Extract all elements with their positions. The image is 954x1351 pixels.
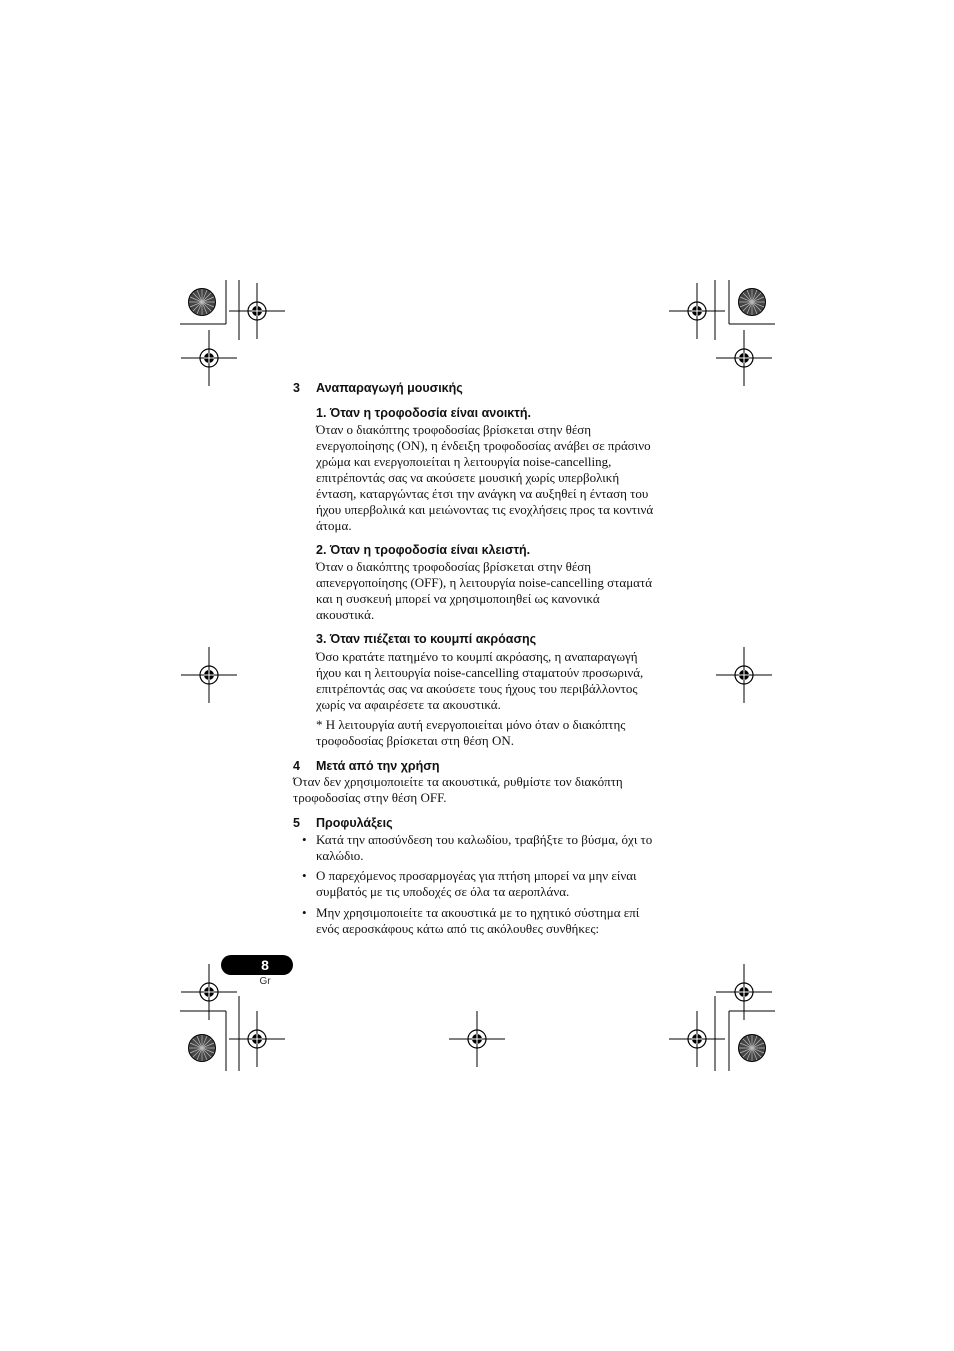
text-line: και η συσκευή μπορεί να χρησιμοποιηθεί ως κανονικά [316, 591, 600, 606]
bullet-item [316, 868, 637, 900]
text-line: Όσο κρατάτε πατημένο το κουμπί ακρόασης, η αναπαραγωγή [316, 649, 638, 664]
bullet-marker: • [302, 832, 307, 847]
subsection-2-title: 2. Όταν η τροφοδοσία είναι κλειστή. [316, 543, 531, 557]
text-line: επιτρέποντάς σας να ακούσετε τους ήχους του περιβάλλοντος [316, 681, 638, 696]
section-3-number: 3 [293, 381, 300, 395]
bullet-item [316, 905, 639, 937]
page-number: 8 [261, 957, 269, 973]
section-5-title: Προφυλάξεις [316, 816, 393, 830]
text-line: τροφοδοσίας βρίσκεται στη θέση ON. [316, 733, 515, 748]
text-line: ενεργοποίησης (ON), η ένδειξη τροφοδοσίας ανάβει σε πράσινο [316, 438, 651, 453]
text-line: Όταν ο διακόπτης τροφοδοσίας βρίσκεται στην θέση [316, 559, 592, 574]
text-line: καλώδιο. [316, 848, 364, 863]
text-line: * Η λειτουργία αυτή ενεργοποιείται μόνο όταν ο διακόπτης [316, 717, 626, 732]
subsection-3-note [316, 717, 625, 749]
bullet-item [316, 832, 652, 864]
text-line: απενεργοποίησης (OFF), η λειτουργία noise-cancelling σταματά [316, 575, 653, 590]
text-line: επιτρέποντάς σας να ακούσετε μουσική χωρίς υπερβολική [316, 470, 620, 485]
text-line: συμβατός με τις υποδοχές σε όλα τα αεροπλάνα. [316, 884, 570, 899]
text-line: χωρίς να αφαιρέσετε τα ακουστικά. [316, 697, 501, 712]
text-line: άτομα. [316, 518, 352, 533]
text-line: ακουστικά. [316, 607, 375, 622]
subsection-3-title: 3. Όταν πιέζεται το κουμπί ακρόασης [316, 632, 537, 646]
subsection-2-text [316, 559, 652, 623]
text-line: ενός αεροσκάφους κάτω από τις ακόλουθες συνθήκες: [316, 921, 600, 936]
text-line: τροφοδοσίας στην θέση OFF. [293, 790, 447, 805]
subsection-1-text [316, 422, 653, 534]
section-3-title: Αναπαραγωγή μουσικής [316, 381, 463, 395]
section-5-number: 5 [293, 816, 300, 830]
text-line: ένταση, καταργώντας έτσι την ανάγκη να αυξηθεί η ένταση του [316, 486, 649, 501]
text-line: Όταν δεν χρησιμοποιείτε τα ακουστικά, ρυθμίστε τον διακόπτη [293, 774, 623, 789]
text-line: Όταν ο διακόπτης τροφοδοσίας βρίσκεται στην θέση [316, 422, 592, 437]
bullet-marker: • [302, 868, 307, 883]
section-4-number: 4 [293, 759, 300, 773]
subsection-1-title: 1. Όταν η τροφοδοσία είναι ανοικτή. [316, 406, 531, 420]
text-line: Μην χρησιμοποιείτε τα ακουστικά με το ηχητικό σύστημα επί [316, 905, 640, 920]
bullet-marker: • [302, 905, 307, 920]
text-line: Κατά την αποσύνδεση του καλωδίου, τραβήξτε το βύσμα, όχι το [316, 832, 653, 847]
section-4-title: Μετά από την χρήση [316, 759, 440, 773]
subsection-3-text [316, 649, 643, 713]
text-line: Ο παρεχόμενος προσαρμογέας για πτήση μπορεί να μην είναι [316, 868, 637, 883]
text-line: χρώμα και ενεργοποιείται η λειτουργία noise-cancelling, [316, 454, 612, 469]
text-line: ήχου και η λειτουργία noise-cancelling σταματούν προσωρινά, [316, 665, 644, 680]
section-4-text [293, 774, 623, 806]
text-line: ήχου υπερβολικά και μειώνοντας τις ενοχλήσεις προς τα κοντινά [316, 502, 654, 517]
language-code: Gr [259, 976, 271, 987]
